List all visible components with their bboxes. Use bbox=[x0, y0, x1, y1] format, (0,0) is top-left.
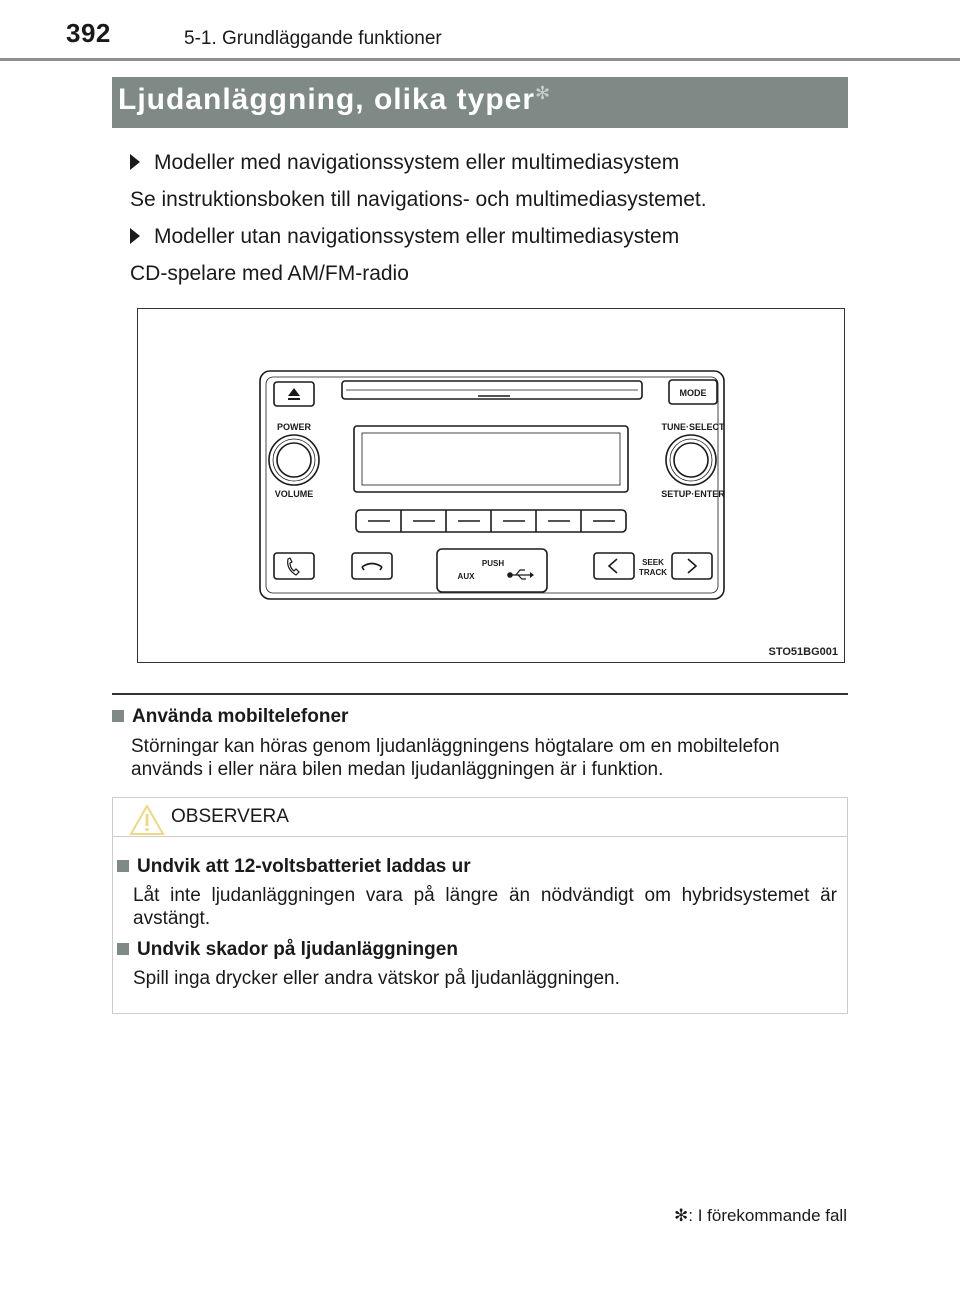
aux-label: AUX bbox=[457, 572, 475, 581]
eject-icon bbox=[288, 388, 300, 400]
observera-box bbox=[112, 797, 848, 1014]
section-title: 5-1. Grundläggande funktioner bbox=[184, 28, 442, 49]
phone-pickup-button bbox=[274, 553, 314, 579]
tune-select-label: TUNE·SELECT bbox=[661, 422, 725, 432]
triangle-bullet-icon bbox=[130, 154, 140, 170]
item2-text: CD-spelare med AM/FM-radio bbox=[130, 262, 409, 285]
observera-title: OBSERVERA bbox=[171, 806, 289, 827]
warning-1-heading-text: Undvik att 12-voltsbatteriet laddas ur bbox=[137, 856, 471, 877]
mobile-text: Störningar kan höras genom ljudanläggningens högtalare om en mobiltelefon används i eller nära bilen medan ljudanläggningen är i funktion. bbox=[131, 736, 780, 780]
page-title bbox=[118, 83, 551, 117]
power-label: POWER bbox=[276, 422, 312, 432]
audio-unit-figure bbox=[137, 308, 845, 663]
display-screen bbox=[354, 426, 628, 492]
audio-unit-drawing bbox=[138, 309, 844, 662]
seek-down-button bbox=[594, 553, 634, 579]
push-label: PUSH bbox=[481, 559, 505, 568]
footnote bbox=[674, 1206, 847, 1226]
mobile-heading bbox=[112, 706, 348, 728]
footnote-text: : I förekommande fall bbox=[688, 1206, 847, 1225]
header-rule bbox=[0, 58, 960, 61]
square-bullet-icon bbox=[117, 943, 129, 955]
asterisk-icon: ✻ bbox=[674, 1206, 689, 1225]
mode-label: MODE bbox=[679, 388, 707, 398]
volume-label: VOLUME bbox=[274, 489, 314, 499]
item2-heading bbox=[130, 225, 679, 249]
item1-heading bbox=[130, 151, 679, 175]
triangle-bullet-icon bbox=[130, 228, 140, 244]
figure-code: STO51BG001 bbox=[768, 646, 838, 658]
warning-2-heading-text: Undvik skador på ljudanläggningen bbox=[137, 939, 458, 960]
item1-text: Se instruktionsboken till navigations- och multimediasystemet. bbox=[130, 188, 707, 211]
item1-heading-text: Modeller med navigationssystem eller multimediasystem bbox=[154, 151, 680, 174]
mobile-heading-text: Använda mobiltelefoner bbox=[132, 706, 349, 727]
item2-heading-text: Modeller utan navigationssystem eller multimediasystem bbox=[154, 225, 680, 248]
observera-head-rule bbox=[113, 836, 847, 837]
aux-usb-cover bbox=[437, 549, 547, 592]
page-title-text: Ljudanläggning, olika typer bbox=[118, 83, 536, 116]
warning-2-text: Spill inga drycker eller andra vätskor på ljudanläggningen. bbox=[133, 968, 620, 989]
seek-label: SEEK bbox=[642, 558, 664, 567]
warning-icon bbox=[129, 804, 165, 836]
warning-1-text: Låt inte ljudanläggningen vara på längre än nödvändigt om hybridsystemet är avstängt. bbox=[133, 885, 837, 929]
square-bullet-icon bbox=[117, 860, 129, 872]
warning-2-heading bbox=[117, 939, 458, 961]
seek-up-button bbox=[672, 553, 712, 579]
asterisk-icon: ✻ bbox=[535, 83, 552, 103]
section-separator bbox=[112, 693, 848, 695]
track-label: TRACK bbox=[639, 568, 667, 577]
phone-hangup-button bbox=[352, 553, 392, 579]
page-number: 392 bbox=[66, 18, 111, 48]
square-bullet-icon bbox=[112, 710, 124, 722]
setup-enter-label: SETUP·ENTER bbox=[661, 489, 725, 499]
warning-1-heading bbox=[117, 856, 471, 878]
